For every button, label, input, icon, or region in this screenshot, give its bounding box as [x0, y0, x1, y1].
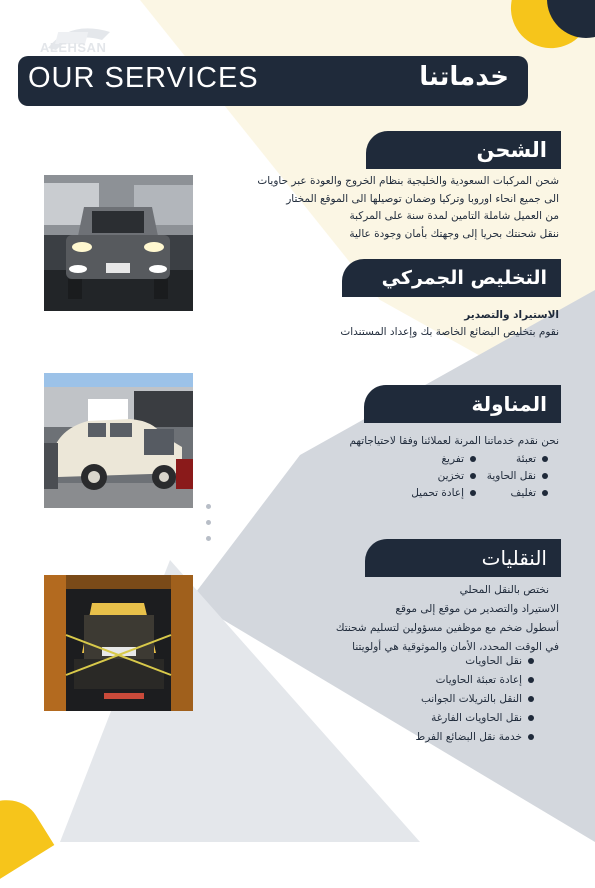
customs-subtitle: الاستيراد والتصدير [464, 309, 559, 321]
page-title-en: OUR SERVICES [28, 62, 259, 94]
photo-shipping-car [44, 175, 193, 311]
transport-item: إعادة تعبئة الحاويات [436, 674, 534, 686]
handling-item: تغليف [510, 487, 548, 499]
shipping-line: شحن المركبات السعودية والخليجية بنظام الخروج والعودة عبر حاويات [257, 175, 559, 187]
handling-item: تخزين [438, 470, 476, 482]
section-title-transport: النقليات [365, 539, 561, 577]
transport-line: الاستيراد والتصدير من موقع إلى موقع [395, 603, 559, 615]
customs-description: نقوم بتخليص البضائع الخاصة بك وإعداد المستندات [340, 326, 559, 338]
shipping-line: من العميل شاملة التامين لمدة سنة على المركبة [349, 210, 559, 222]
handling-intro: نحن نقدم خدماتنا المرنة لعملائنا وفقا لاحتياجاتهم [349, 435, 559, 447]
photo-handling-classic-car [44, 373, 193, 508]
handling-item: إعادة تحميل [411, 487, 476, 499]
section-title-handling: المناولة [364, 385, 561, 423]
section-title-customs: التخليص الجمركي [342, 259, 561, 297]
transport-line: نختص بالنقل المحلي [459, 584, 549, 596]
shipping-line: الى جميع انحاء اوروبا وتركيا وضمان توصيلها الى الموقع المختار [286, 192, 559, 205]
transport-line: أسطول ضخم مع موظفين مسؤولين لتسليم شحنتك [335, 622, 559, 634]
page-title-ar: خدماتنا [419, 62, 509, 92]
handling-item: تعبئة [516, 453, 548, 465]
transport-item: نقل الحاويات [465, 655, 534, 667]
shipping-line: ننقل شحنتك بحريا إلى وجهتك بأمان وجودة عالية [349, 227, 559, 240]
shipping-description [257, 173, 559, 243]
handling-item: تفريغ [441, 453, 476, 465]
transport-item: نقل الحاويات الفارغة [431, 712, 534, 724]
transport-description [336, 581, 559, 657]
logo-text: ALEHSAN [40, 40, 107, 55]
section-title-shipping: الشحن [366, 131, 561, 169]
transport-line: في الوقت المحدد، الأمان والموثوقية هي أولويتنا [352, 641, 559, 653]
transport-item: خدمة نقل البضائع الفرط [416, 731, 535, 743]
photo-transport-container [44, 575, 193, 711]
handling-item: نقل الحاوية [487, 470, 548, 482]
transport-item: النقل بالتريلات الجوانب [421, 693, 534, 705]
